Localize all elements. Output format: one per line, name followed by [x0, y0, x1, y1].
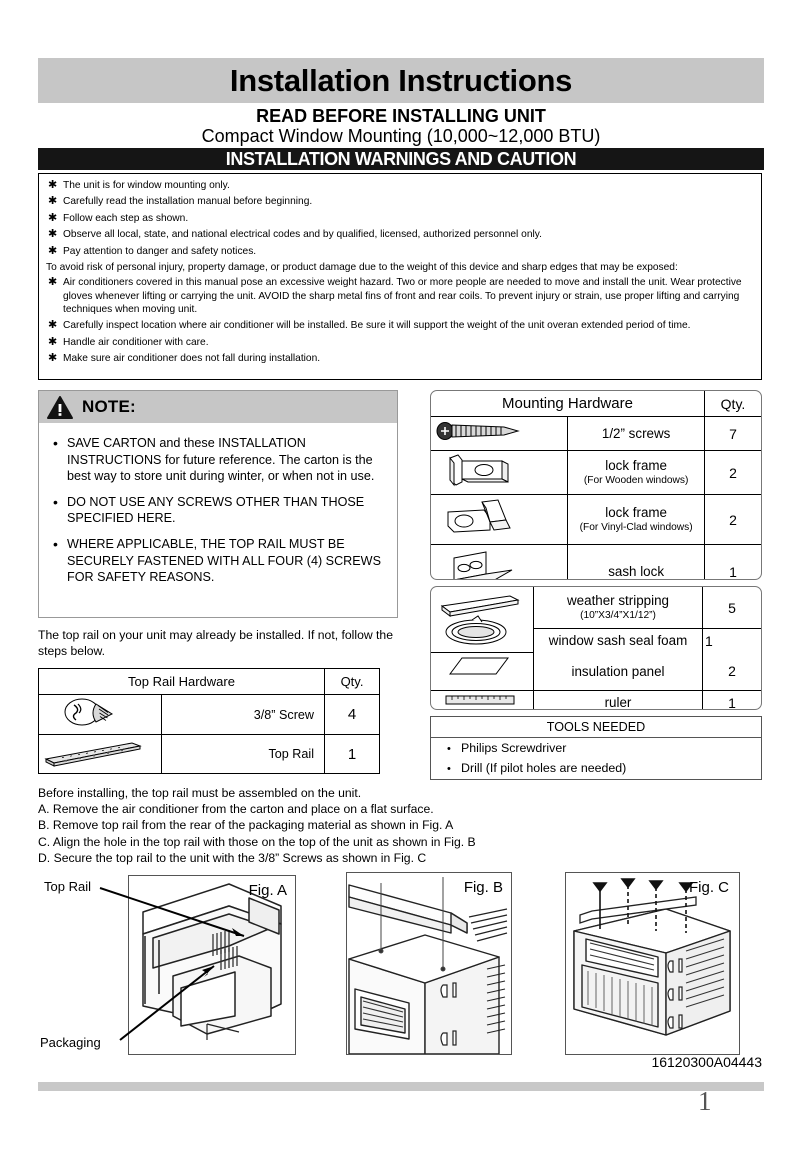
note-text: SAVE CARTON and these INSTALLATION INSTRUCTIONS for future reference. The carton is the best way to store unit during winter, or when not in use.: [67, 436, 375, 484]
hardware-name: lock frame: [605, 457, 667, 473]
note-item: [53, 494, 387, 527]
asterisk-icon: ✱: [48, 351, 58, 364]
table-row: [431, 587, 761, 629]
installation-warnings-box: [38, 173, 762, 380]
hardware-qty: 7: [705, 417, 762, 451]
footer-bar: [38, 1082, 764, 1091]
hardware-qty: 1: [703, 629, 762, 653]
figure-a-leader-line-packaging: [116, 960, 226, 1046]
hardware-name-cell: [568, 417, 705, 451]
table-row: [431, 495, 761, 545]
top-rail-item-qty: 4: [325, 695, 380, 735]
hardware-name: window sash seal foam: [548, 633, 688, 649]
hardware-name-cell: [534, 691, 703, 711]
figure-c-label: Fig. C: [688, 879, 729, 896]
warning-item: [45, 212, 753, 225]
warning-text: Carefully read the installation manual before beginning.: [63, 196, 313, 208]
warning-text: Carefully inspect location where air conditioner will be installed. Be sure it will support the weight of the unit overan extended period of time.: [63, 320, 691, 332]
weather-stripping-icon: [431, 587, 534, 653]
hardware-name-cell: [534, 629, 703, 653]
warning-text: Handle air conditioner with care.: [63, 336, 209, 348]
note-box: [38, 390, 398, 618]
warning-text: The unit is for window mounting only.: [63, 180, 230, 191]
insulation-panel-icon: [431, 653, 534, 691]
bullet-icon: •: [53, 435, 58, 451]
hardware-qty: 5: [703, 587, 762, 629]
warning-item: [45, 319, 753, 332]
table-row: [431, 691, 761, 711]
screw-icon: [431, 417, 568, 451]
hardware-sub: (For Vinyl-Clad windows): [579, 521, 693, 533]
warning-item: [45, 276, 753, 316]
asterisk-icon: ✱: [48, 276, 58, 289]
table-header-row: [39, 669, 380, 695]
table-row: [431, 653, 761, 691]
table-row: [431, 451, 761, 495]
figure-a-callout-packaging: Packaging: [40, 1035, 101, 1050]
qty-header: Qty.: [325, 669, 380, 695]
qty-header: Qty.: [705, 391, 762, 417]
top-rail-item-qty: 1: [325, 735, 380, 774]
figure-a-callout-top-rail: Top Rail: [44, 879, 91, 894]
hardware-sub: (10”X3/4”X1/12”): [580, 609, 656, 621]
hardware-qty: 2: [705, 451, 762, 495]
page-title: Installation Instructions: [229, 62, 573, 98]
warning-item: [45, 179, 753, 192]
table-row: [431, 545, 761, 581]
asterisk-icon: ✱: [48, 195, 58, 208]
lock-frame-vinyl-icon: [431, 495, 568, 545]
top-rail-hardware-header: Top Rail Hardware: [39, 669, 325, 695]
tools-item: [431, 738, 761, 758]
title-band: [38, 58, 764, 103]
warning-item: [45, 336, 753, 349]
asterisk-icon: ✱: [48, 179, 58, 191]
warning-item: [45, 228, 753, 241]
table-header-row: [431, 391, 761, 417]
model-subtitle: Compact Window Mounting (10,000~12,000 BTU): [201, 126, 601, 146]
sash-lock-icon: [431, 545, 568, 581]
hardware-sub: (For Wooden windows): [583, 474, 689, 486]
read-before-installing-subtitle: READ BEFORE INSTALLING UNIT: [256, 106, 546, 126]
warning-item: [45, 352, 753, 365]
warning-triangle-icon: [47, 396, 73, 419]
hardware-qty: 2: [705, 495, 762, 545]
hardware-name-cell: [568, 545, 705, 581]
table-row: [431, 417, 761, 451]
warnings-caution-band: INSTALLATION WARNINGS AND CAUTION: [38, 148, 764, 170]
tools-item-label: Philips Screwdriver: [461, 741, 567, 755]
bullet-icon: •: [53, 493, 58, 510]
note-item: [53, 435, 387, 485]
hardware-name: 1/2” screws: [601, 426, 671, 441]
warning-text: Pay attention to danger and safety notices.: [63, 245, 257, 257]
hardware-qty: 2: [703, 653, 762, 691]
figure-b: [346, 872, 512, 1055]
note-body: [39, 423, 397, 586]
tools-item: [431, 758, 761, 778]
mounting-hardware-table: [430, 390, 762, 580]
assembly-steps: [38, 785, 558, 866]
mounting-hardware-header: Mounting Hardware: [431, 391, 705, 417]
note-item: [53, 536, 387, 586]
figure-b-label: Fig. B: [463, 879, 503, 896]
note-heading: NOTE:: [82, 397, 136, 416]
warning-item: [45, 195, 753, 208]
step-item: A. Remove the air conditioner from the carton and place on a flat surface.: [38, 802, 434, 817]
document-number: 16120300A04443: [651, 1054, 762, 1070]
hardware-qty: 1: [705, 545, 762, 581]
hardware-name: sash lock: [608, 564, 665, 579]
warning-text: Observe all local, state, and national electrical codes and by qualified, licensed, authorized personnel only.: [63, 229, 542, 241]
hardware-name-cell: [568, 495, 705, 545]
top-rail-icon: [39, 735, 162, 774]
warning-item: [45, 245, 753, 258]
screw-head-icon: [39, 695, 162, 735]
warning-text: Follow each step as shown.: [63, 212, 189, 224]
figure-a-label: Fig. A: [248, 882, 287, 899]
figure-c: [565, 872, 740, 1055]
warning-text: Air conditioners covered in this manual pose an excessive weight hazard. Two or more people are needed to move and install the unit. Wear protective gloves whenever lifting or carrying the unit. AVOID the sharp metal fins of front and rear coils. To prevent injury or strain, use proper lifting and carrying techniques when moving unit.: [63, 277, 742, 315]
table-row: [39, 735, 380, 774]
warning-text: Make sure air conditioner does not fall during installation.: [63, 352, 321, 364]
table-row: [39, 695, 380, 735]
top-rail-hardware-table: [38, 668, 380, 774]
note-header: [39, 391, 397, 423]
bullet-icon: •: [447, 743, 451, 755]
top-rail-item-name: 3/8” Screw: [162, 695, 325, 735]
step-item: C. Align the hole in the top rail with those on the top of the unit as shown in Fig. B: [38, 834, 476, 849]
hardware-name: ruler: [604, 695, 632, 710]
tools-item-label: Drill (If pilot holes are needed): [461, 761, 627, 775]
hardware-name: insulation panel: [571, 663, 665, 679]
hardware-qty: 1: [703, 691, 762, 711]
ruler-icon: [431, 691, 534, 711]
hardware-name-cell: [534, 653, 703, 691]
hardware-name: weather stripping: [567, 592, 669, 608]
tools-needed-heading: TOOLS NEEDED: [431, 717, 761, 738]
hardware-name-cell: [534, 587, 703, 629]
step-item: D. Secure the top rail to the unit with the 3/8” Screws as shown in Fig. C: [38, 850, 427, 865]
asterisk-icon: ✱: [48, 335, 58, 348]
asterisk-icon: ✱: [48, 319, 58, 332]
hardware-name: lock frame: [605, 504, 667, 520]
top-rail-intro: The top rail on your unit may already be installed. If not, follow the steps below.: [38, 628, 393, 658]
tools-needed-box: [430, 716, 762, 780]
asterisk-icon: ✱: [48, 228, 58, 241]
note-text: DO NOT USE ANY SCREWS OTHER THAN THOSE SPECIFIED HERE.: [67, 494, 365, 526]
asterisk-icon: ✱: [48, 244, 58, 257]
figure-a-leader-line-top: [98, 884, 258, 944]
bullet-icon: •: [53, 535, 58, 552]
mounting-hardware-table-continued: [430, 586, 762, 710]
steps-intro: Before installing, the top rail must be assembled on the unit.: [38, 786, 362, 800]
lock-frame-wooden-icon: [431, 451, 568, 495]
bullet-icon: •: [447, 763, 451, 775]
warning-paragraph: To avoid risk of personal injury, property damage, or product damage due to the weight of this device and sharp edges that may be exposed:: [46, 261, 678, 273]
page-number: 1: [698, 1086, 712, 1116]
hardware-name-cell: [568, 451, 705, 495]
asterisk-icon: ✱: [48, 211, 58, 224]
step-item: B. Remove top rail from the rear of the packaging material as shown in Fig. A: [38, 818, 454, 833]
note-text: WHERE APPLICABLE, THE TOP RAIL MUST BE SECURELY FASTENED WITH ALL FOUR (4) SCREWS FOR SAFETY REASONS.: [67, 536, 381, 585]
top-rail-item-name: Top Rail: [162, 735, 325, 774]
